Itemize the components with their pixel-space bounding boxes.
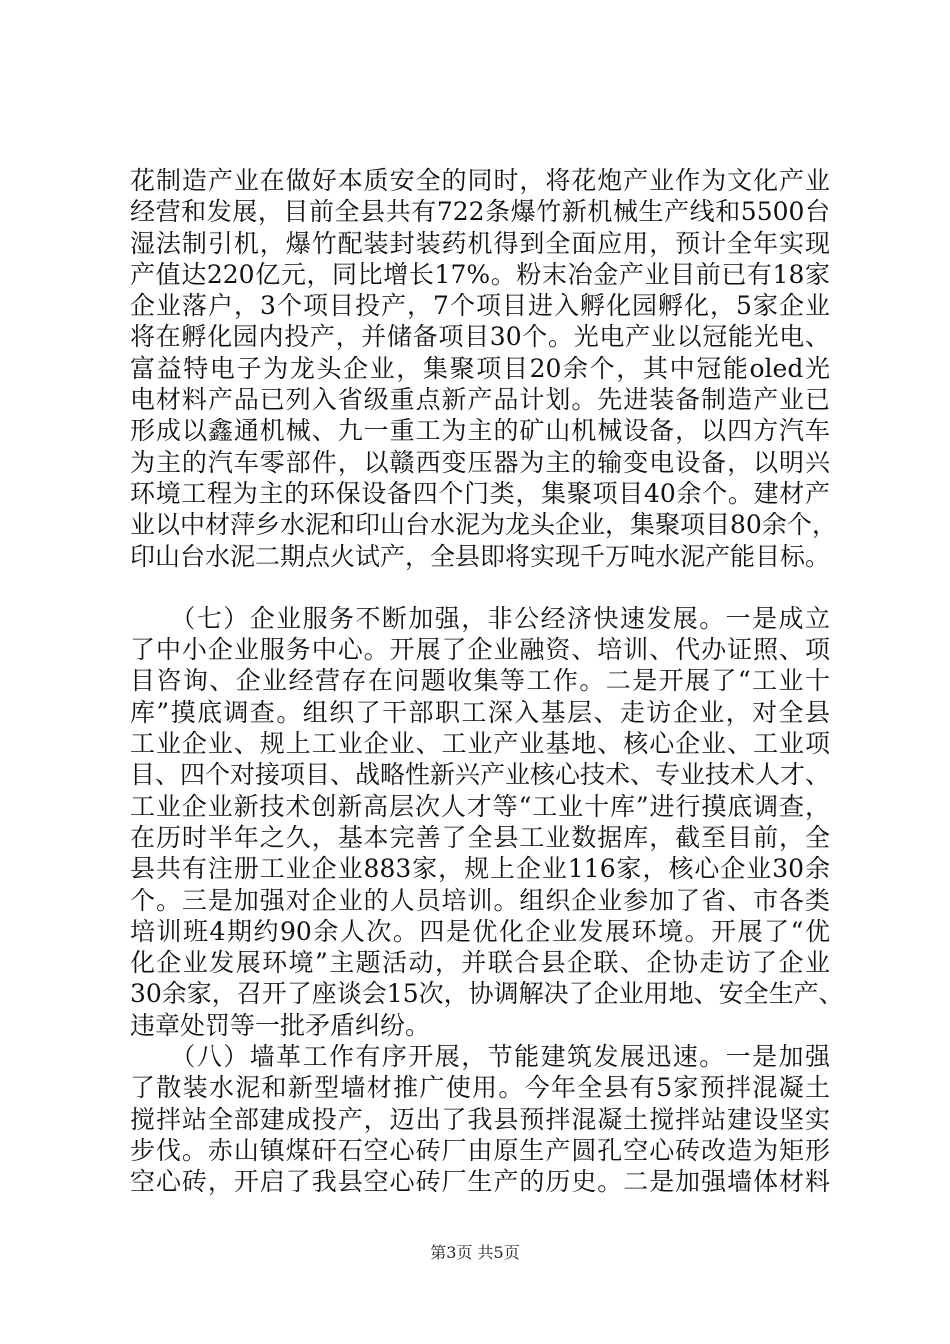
paragraph-industry-overview (130, 165, 837, 572)
text-line: 业以中材萍乡水泥和印山台水泥为龙头企业，集聚项目80余个， (130, 510, 837, 540)
text-line: 产值达220亿元，同比增长17%。粉末冶金产业目前已有18家 (130, 259, 830, 289)
text-line: 步伐。赤山镇煤矸石空心砖厂由原生产圆孔空心砖改造为矩形 (130, 1135, 830, 1165)
text-line: 企业落户，3个项目投产，7个项目进入孵化园孵化，5家企业 (130, 291, 830, 321)
text-line: 了散装水泥和新型墙材推广使用。今年全县有5家预拌混凝土 (130, 1073, 830, 1103)
text-line: 电材料产品已列入省级重点新产品计划。先进装备制造产业已 (130, 385, 830, 415)
text-line: 富益特电子为龙头企业，集聚项目20余个，其中冠能oled光 (130, 353, 830, 383)
text-line: 目、四个对接项目、战略性新兴产业核心技术、专业技术人才、 (130, 760, 831, 790)
paragraph-enterprise-services (130, 603, 844, 1041)
text-line: 花制造产业在做好本质安全的同时，将花炮产业作为文化产业 (130, 166, 830, 195)
text-line: 在历时半年之久，基本完善了全县工业数据库，截至目前，全 (130, 822, 830, 852)
text-line: 经营和发展，目前全县共有722条爆竹新机械生产线和5500台 (130, 197, 830, 227)
page-number-footer: 第3页 共5页 (430, 1243, 520, 1262)
paragraph-wall-reform (130, 1041, 830, 1197)
text-line: 印山台水泥二期点火试产，全县即将实现千万吨水泥产能目标。 (130, 541, 831, 571)
text-line: 为主的汽车零部件，以赣西变压器为主的输变电设备，以明兴 (130, 447, 830, 477)
text-line: 目咨询、企业经营存在问题收集等工作。二是开展了“工业十 (130, 666, 830, 696)
text-line: 化企业发展环境”主题活动，并联合县企联、企协走访了企业 (130, 948, 830, 978)
text-line: 将在孵化园内投产，并储备项目30个。光电产业以冠能光电、 (130, 322, 830, 352)
text-line: 空心砖，开启了我县空心砖厂生产的历史。二是加强墙体材料 (130, 1167, 830, 1197)
text-line: 工业企业、规上工业企业、工业产业基地、核心企业、工业项 (130, 729, 830, 759)
text-line: 形成以鑫通机械、九一重工为主的矿山机械设备，以四方汽车 (130, 416, 830, 446)
text-line: （七）企业服务不断加强，非公经济快速发展。一是成立 (130, 603, 830, 633)
text-line: 30余家，召开了座谈会15次，协调解决了企业用地、安全生产、 (130, 979, 844, 1009)
text-line: 违章处罚等一批矛盾纠纷。 (130, 1010, 431, 1040)
text-line: 县共有注册工业企业883家，规上企业116家，核心企业30余 (130, 854, 830, 884)
document-body (130, 165, 844, 1198)
text-line: 库”摸底调查。组织了干部职工深入基层、走访企业，对全县 (130, 697, 830, 727)
text-line: 个。三是加强对企业的人员培训。组织企业参加了省、市各类 (130, 885, 830, 915)
text-line: （八）墙革工作有序开展，节能建筑发展迅速。一是加强 (130, 1042, 830, 1072)
text-line: 搅拌站全部建成投产，迈出了我县预拌混凝土搅拌站建设坚实 (130, 1104, 830, 1134)
text-line: 环境工程为主的环保设备四个门类，集聚项目40余个。建材产 (130, 478, 830, 508)
text-line: 了中小企业服务中心。开展了企业融资、培训、代办证照、项 (130, 635, 830, 665)
paragraph-spacer (130, 572, 830, 603)
text-line: 工业企业新技术创新高层次人才等“工业十库”进行摸底调查， (130, 791, 830, 821)
text-line: 湿法制引机，爆竹配装封装药机得到全面应用，预计全年实现 (130, 228, 830, 258)
text-line: 培训班4期约90余人次。四是优化企业发展环境。开展了“优 (130, 916, 830, 946)
